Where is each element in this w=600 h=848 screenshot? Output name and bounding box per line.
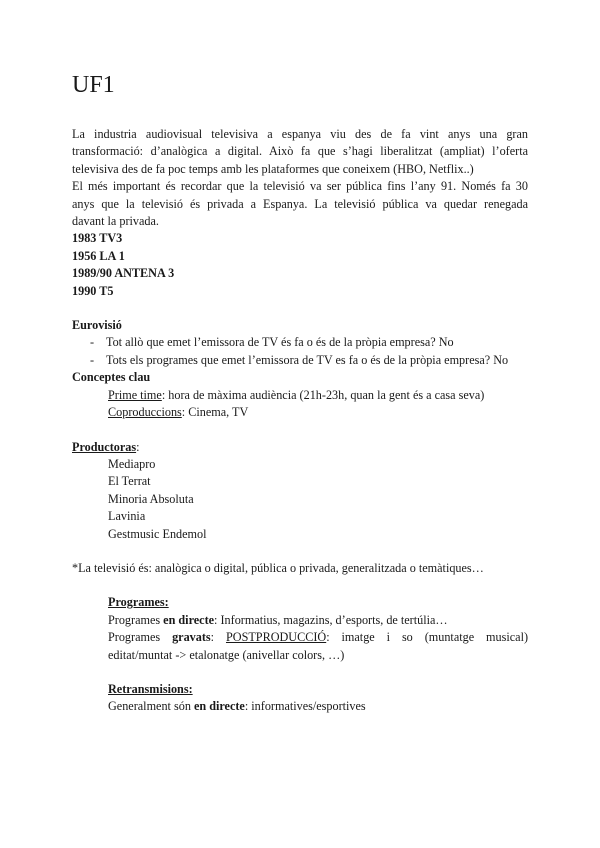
concept-prime-time xyxy=(72,387,528,404)
productora-item: Minoria Absoluta xyxy=(108,491,194,506)
programes-line-continuation: editat/muntat -> etalonatge (anivellar colors, …) xyxy=(108,647,345,662)
intro-line: televisiva des de fa poc temps amb les plataformes que coneixem (HBO, Netflix..) xyxy=(72,161,474,176)
channel-item: 1990 T5 xyxy=(72,283,114,298)
eurovisio-list xyxy=(72,334,528,369)
channel-item: 1989/90 ANTENA 3 xyxy=(72,266,175,281)
channel-item: 1983 TV3 xyxy=(72,231,123,246)
retransmisions-line xyxy=(108,698,528,715)
productora-item: Gestmusic Endemol xyxy=(108,526,207,541)
text-span: : xyxy=(210,630,226,645)
programes-section xyxy=(72,594,528,715)
tv-note: *La televisió és: analògica o digital, pública o privada, generalitzada o temàtiques… xyxy=(72,560,484,575)
intro-line: anys que la televisió és privada a Espanya. La televisió pública va quedar renegada xyxy=(72,196,528,211)
productora-item: El Terrat xyxy=(108,474,151,489)
text-span: : informatives/esportives xyxy=(244,699,366,714)
intro-paragraph-1 xyxy=(72,126,528,178)
concept-coproduccions xyxy=(72,404,528,421)
productora-item: Lavinia xyxy=(108,509,146,524)
intro-line: La industria audiovisual televisiva a espanya viu des de fa vint anys una gran xyxy=(72,127,528,141)
concept-term: Coproduccions xyxy=(108,405,182,420)
eurovisio-item: - Tot allò que emet l’emissora de TV és fa o és de la pròpia empresa? No xyxy=(72,334,528,351)
text-span: Generalment són xyxy=(108,699,194,714)
eurovisio-heading: Eurovisió xyxy=(72,318,122,333)
intro-line: davant la privada. xyxy=(72,214,159,229)
productora-item: Mediapro xyxy=(108,456,156,471)
text-span: Programes xyxy=(108,612,164,627)
channel-list xyxy=(72,230,528,300)
bold-term: gravats xyxy=(172,630,211,645)
productores-list xyxy=(72,456,528,543)
productores-heading-suffix: : xyxy=(136,439,140,454)
programes-line-directe xyxy=(108,612,528,629)
text-span: : imatge i so (muntatge musical) xyxy=(326,630,529,645)
concept-definition: : hora de màxima audiència (21h-23h, quan la gent és a casa seva) xyxy=(161,387,485,402)
intro-line: El més important és recordar que la televisió va ser pública fins l’any 91. Només fa 30 xyxy=(72,179,528,194)
productores-heading: Productoras xyxy=(72,439,137,454)
eurovisio-item: - Tots els programes que emet l’emissora de TV es fa o és de la pròpia empresa? No xyxy=(72,352,528,369)
document-body xyxy=(72,126,528,716)
underlined-term: POSTPRODUCCIÓ xyxy=(225,630,327,645)
intro-paragraph-2 xyxy=(72,178,528,230)
retransmisions-heading: Retransmisions: xyxy=(108,681,193,696)
text-span: : Informatius, magazins, d’esports, de tertúlia… xyxy=(214,612,448,627)
bold-term: en directe xyxy=(193,699,245,714)
conceptes-heading: Conceptes clau xyxy=(72,370,151,385)
concept-term: Prime time xyxy=(108,387,162,402)
intro-line: transformació: d’analògica a digital. Això fa que s’hagi liberalitzat (ampliat) l’oferta xyxy=(72,144,528,159)
programes-line-gravats xyxy=(108,629,528,646)
text-span: Programes xyxy=(108,630,173,645)
page-title: UF1 xyxy=(72,72,115,98)
programes-heading: Programes: xyxy=(108,595,169,610)
concept-definition: : Cinema, TV xyxy=(181,405,249,420)
bold-term: en directe xyxy=(163,612,215,627)
productores-heading-line xyxy=(72,439,528,456)
channel-item: 1956 LA 1 xyxy=(72,248,125,263)
